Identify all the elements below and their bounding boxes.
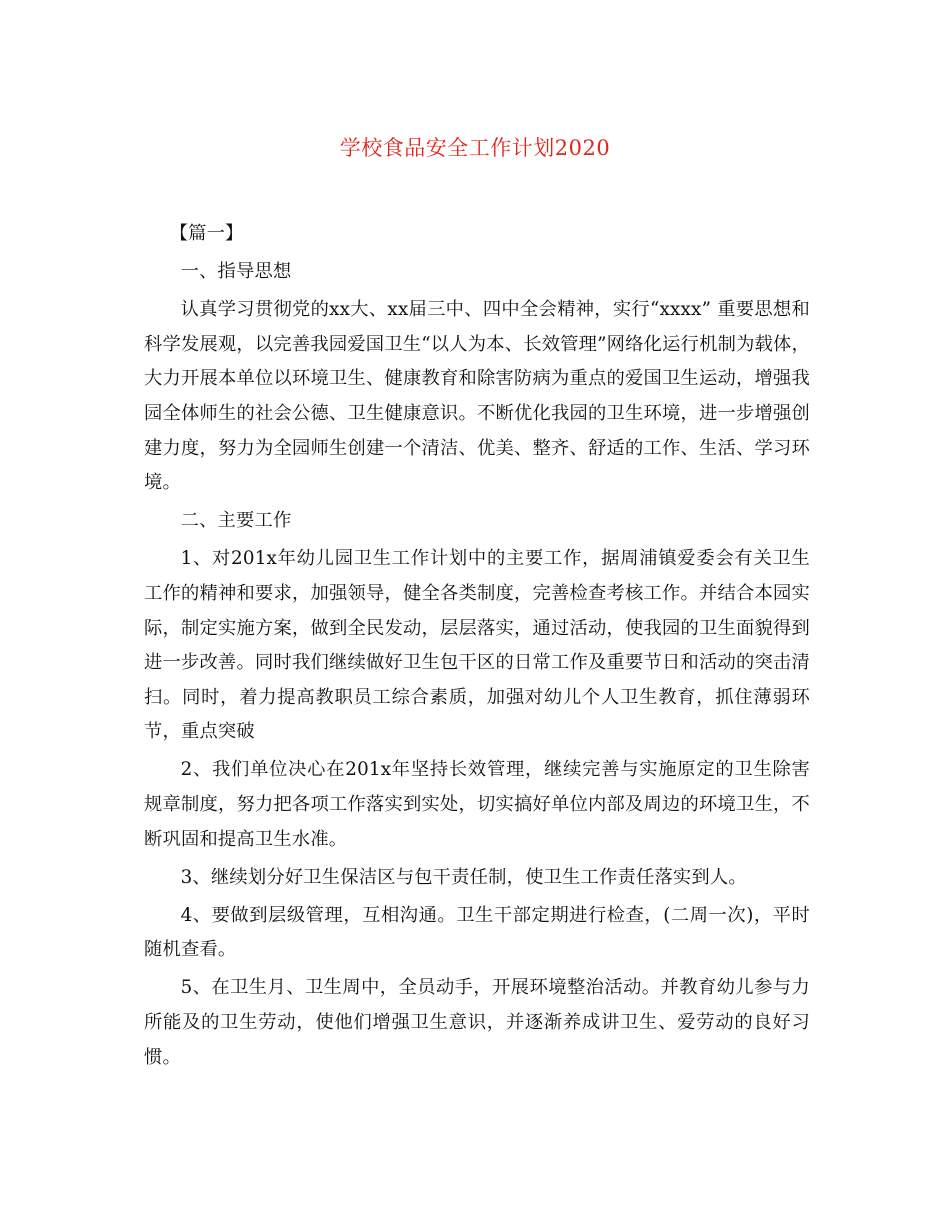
- heading-main-work: 二、主要工作: [180, 510, 292, 532]
- document-title: 学校食品安全工作计划2020: [339, 136, 611, 160]
- paragraph-item-5: 5、在卫生月、卫生周中，全员动手，开展环境整治活动。并教育幼儿参与力所能及的卫生劳动，使他们增强卫生意识，并逐渐养成讲卫生、爱劳动的良好习惯。: [144, 977, 810, 1068]
- paragraph-item-3: 3、继续划分好卫生保洁区与包干责任制，使卫生工作责任落实到人。: [180, 866, 747, 888]
- section-label: 【篇一】: [169, 223, 244, 244]
- paragraph-guiding-thought: 认真学习贯彻党的xx大、xx届三中、四中全会精神，实行“xxxx” 重要思想和科学发展观，以完善我园爱国卫生“以人为本、长效管理”网络化运行机制为载体，大力开展本单位以环境卫生、健康教育和除害防病为重点的爱国卫生运动，增强我园全体师生的社会公德、卫生健康意识。不断优化我园的卫生环境，进一步增强创建力度，努力为全园师生创建一个清洁、优美、整齐、舒适的工作、生活、学习环境。: [144, 299, 810, 494]
- document-body: [144, 217, 810, 1075]
- paragraph-item-2: 2、我们单位决心在201x年坚持长效管理，继续完善与实施原定的卫生除害规章制度，努力把各项工作落实到实处，切实搞好单位内部及周边的环境卫生，不断巩固和提高卫生水准。: [144, 759, 810, 850]
- heading-guiding-thought: 一、指导思想: [180, 261, 292, 283]
- paragraph-item-4: 4、要做到层级管理，互相沟通。卫生干部定期进行检查，(二周一次)，平时随机查看。: [144, 904, 810, 961]
- paragraph-item-1: 1、对201x年幼儿园卫生工作计划中的主要工作，据周浦镇爱委会有关卫生工作的精神和要求，加强领导，健全各类制度，完善检查考核工作。并结合本园实际，制定实施方案，做到全民发动，层层落实，通过活动，使我园的卫生面貌得到进一步改善。同时我们继续做好卫生包干区的日常工作及重要节日和活动的突击清扫。同时，着力提高教职员工综合素质，加强对幼儿个人卫生教育，抓住薄弱环节，重点突破: [144, 548, 810, 743]
